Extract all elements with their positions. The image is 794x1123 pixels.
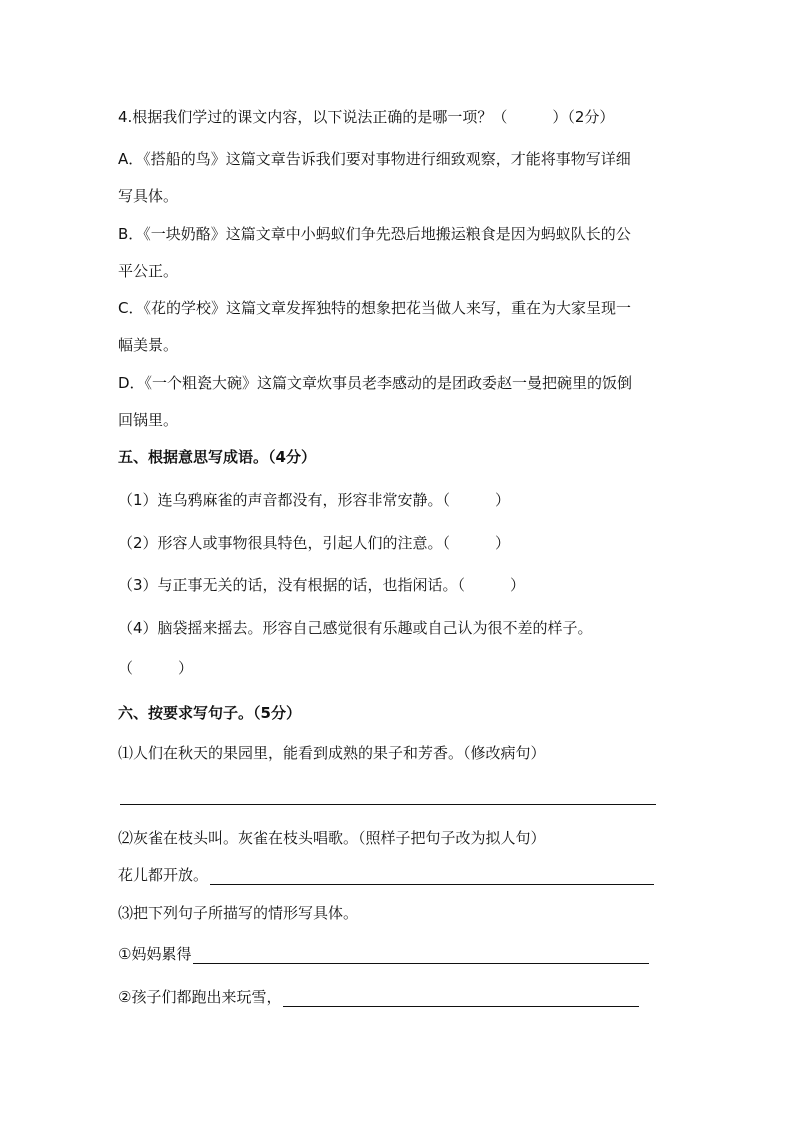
sentence-q2-answer-row: [118, 865, 654, 885]
option-d-line2: 回锅里。: [118, 411, 179, 429]
idiom-item-4: （4）脑袋摇来摇去。形容自己感觉很有乐趣或自己认为很不差的样子。: [118, 619, 593, 637]
idiom-item-1: （1）连乌鸦麻雀的声音都没有，形容非常安静。（ ）: [118, 491, 511, 509]
sentence-q3a-prompt: ①妈妈累得: [118, 945, 192, 963]
sentence-q3: ⑶把下列句子所描写的情形写具体。: [118, 904, 359, 922]
section-5-heading: 五、根据意思写成语。（4分）: [118, 448, 316, 466]
idiom-item-4-answer: （ ）: [118, 659, 194, 677]
section-6-heading: 六、按要求写句子。（5分）: [118, 704, 301, 722]
sentence-q3b-prompt: ②孩子们都跑出来玩雪，: [118, 988, 282, 1006]
option-c-line2: 幅美景。: [118, 336, 179, 354]
option-a-line1: A．《搭船的鸟》这篇文章告诉我们要对事物进行细致观察，才能将事物写详细: [118, 150, 631, 168]
sentence-q3b-row: [118, 987, 639, 1007]
option-b-line2: 平公正。: [118, 262, 179, 280]
sentence-q3a-row: [118, 944, 649, 964]
question-4: 4.根据我们学过的课文内容，以下说法正确的是哪一项？（ ）（2分）: [118, 108, 615, 126]
option-a-line2: 写具体。: [118, 187, 179, 205]
option-c-line1: C．《花的学校》这篇文章发挥独特的想象把花当做人来写，重在为大家呈现一: [118, 299, 631, 317]
answer-line-q2[interactable]: [210, 866, 654, 885]
answer-line-q3a[interactable]: [193, 945, 649, 964]
sentence-q2: ⑵灰雀在枝头叫。灰雀在枝头唱歌。（照样子把句子改为拟人句）: [118, 829, 546, 847]
idiom-item-3: （3）与正事无关的话，没有根据的话，也指闲话。（ ）: [118, 576, 526, 594]
answer-line-q1[interactable]: [120, 804, 656, 805]
idiom-item-2: （2）形容人或事物很具特色，引起人们的注意。（ ）: [118, 534, 511, 552]
sentence-q2-prompt: 花儿都开放。: [118, 866, 209, 884]
sentence-q1: ⑴人们在秋天的果园里，能看到成熟的果子和芳香。（修改病句）: [118, 744, 546, 762]
answer-line-q3b[interactable]: [283, 988, 639, 1007]
option-d-line1: D．《一个粗瓷大碗》这篇文章炊事员老李感动的是团政委赵一曼把碗里的饭倒: [118, 374, 633, 392]
option-b-line1: B．《一块奶酪》这篇文章中小蚂蚁们争先恐后地搬运粮食是因为蚂蚁队长的公: [118, 225, 631, 243]
